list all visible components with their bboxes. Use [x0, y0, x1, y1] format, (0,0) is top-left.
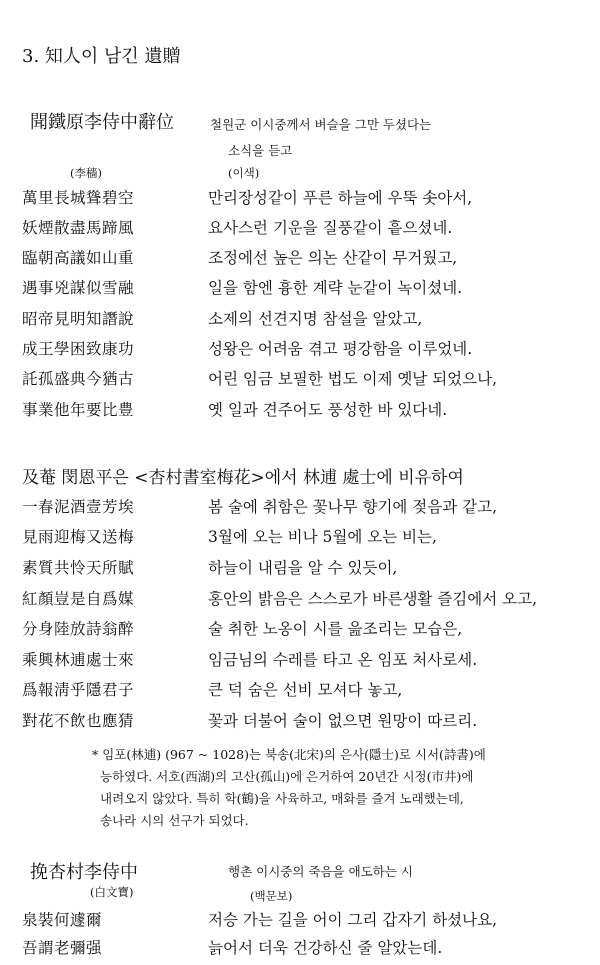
poem1-line-hanja: 成王學困致康功 — [22, 340, 135, 358]
poem3-line — [22, 936, 592, 964]
poem1-line-hanja: 遇事兇謀似雪融 — [22, 279, 135, 297]
poem3-line — [22, 908, 592, 936]
poem1-line — [22, 337, 592, 365]
poem1-subtitle: 철원군 이시중께서 벼슬을 그만 두셨다는 — [210, 117, 432, 132]
poem2-line-korean: 큰 덕 숨은 선비 모셔다 놓고, — [208, 681, 403, 699]
poem1-line-korean: 성왕은 어려움 겪고 평강함을 이루었네. — [208, 340, 473, 358]
poem2-line-hanja: 對花不飲也應猜 — [22, 712, 135, 730]
poem1-line-hanja: 臨朝高議如山重 — [22, 249, 135, 267]
poem2-line-hanja: 見雨迎梅又送梅 — [22, 528, 135, 546]
poem3-author-hanja: (白文寶) — [90, 885, 134, 899]
poem2-line-korean: 하늘이 내림을 알 수 있듯이, — [208, 559, 398, 577]
poem1-line — [22, 276, 592, 304]
poem1-line — [22, 186, 592, 214]
poem3-subtitle: 행촌 이시중의 죽음을 애도하는 시 — [228, 864, 413, 879]
footnote-line: 능하였다. 서호(西湖)의 고산(孤山)에 은거하여 20년간 시정(市井)에 — [100, 769, 474, 784]
poem1-line-korean: 어린 임금 보필한 법도 이제 옛날 되었으나, — [208, 370, 498, 388]
poem1-line — [22, 246, 592, 274]
poem2-line-hanja: 乘興林逋處士來 — [22, 651, 135, 669]
poem3-line-hanja: 吾謂老彌强 — [22, 939, 103, 957]
poem1-line-hanja: 昭帝見明知譖說 — [22, 310, 135, 328]
footnote-line: * 임포(林逋) (967 ~ 1028)는 북송(北宋)의 은사(隱士)로 시서(詩書)에 — [92, 747, 486, 762]
poem1-line — [22, 367, 592, 395]
poem2-line-hanja: 分身陸放詩翁醉 — [22, 620, 135, 638]
poem1-author-hanja: (李穡) — [70, 166, 102, 180]
poem1-author-korean: (이색) — [228, 166, 260, 180]
poem2-line-korean: 3월에 오는 비나 5월에 오는 비는, — [208, 528, 437, 546]
poem2-line — [22, 525, 592, 553]
poem1-line-korean: 요사스런 기운을 질풍같이 흩으셨네. — [208, 219, 453, 237]
poem1-line — [22, 307, 592, 335]
poem2-line-hanja: 素質共怜天所賦 — [22, 559, 135, 577]
poem2-line-hanja: 一春泥酒壹芳埃 — [22, 498, 135, 516]
poem2-line-korean: 임금님의 수레를 타고 온 임포 처사로세. — [208, 651, 478, 669]
poem2-line-hanja: 紅顏豈是自爲媒 — [22, 590, 135, 608]
poem3-line-hanja: 泉裝何遽爾 — [22, 911, 103, 929]
poem2-line-korean: 꽃과 더불어 술이 없으면 원망이 따르리. — [208, 712, 478, 730]
poem3-author-korean: (백문보) — [250, 889, 293, 903]
poem3-line-korean: 늙어서 더욱 건강하신 줄 알았는데. — [208, 939, 443, 957]
poem1-subtitle-2: 소식을 듣고 — [228, 143, 293, 158]
poem1-line-korean: 소제의 선견지명 참설을 알았고, — [208, 310, 423, 328]
footnote-line: 송나라 시의 선구가 되었다. — [100, 813, 249, 828]
poem1-title: 聞鐵原李侍中辭位 — [30, 112, 174, 133]
footnote-line: 내려오지 않았다. 특히 학(鶴)을 사육하고, 매화를 즐겨 노래했는데, — [100, 791, 464, 806]
poem1-line-hanja: 妖煙散盡馬蹄風 — [22, 219, 135, 237]
poem1-line — [22, 216, 592, 244]
poem2-line — [22, 617, 592, 645]
poem1-line-korean: 옛 일과 견주어도 풍성한 바 있다네. — [208, 401, 448, 419]
poem1-line-korean: 일을 함엔 흉한 계략 눈같이 녹이셨네. — [208, 279, 463, 297]
poem1-line-korean: 만리장성같이 푸른 하늘에 우뚝 솟아서, — [208, 189, 473, 207]
poem2-line — [22, 587, 592, 615]
poem1-line-korean: 조정에선 높은 의논 산같이 무거웠고, — [208, 249, 458, 267]
poem2-title: 及菴 閔恩平은 <杏村書室梅花>에서 林逋 處士에 비유하여 — [22, 468, 464, 488]
poem2-line — [22, 556, 592, 584]
poem2-line — [22, 709, 592, 737]
poem2-line-korean: 봄 술에 취함은 꽃나무 향기에 젖음과 같고, — [208, 498, 498, 516]
poem1-line-hanja: 事業他年要比豊 — [22, 401, 135, 419]
section-heading: 3. 知人이 남긴 遺贈 — [22, 46, 181, 67]
poem2-line-korean: 술 취한 노옹이 시를 읊조리는 모습은, — [208, 620, 463, 638]
poem2-line — [22, 678, 592, 706]
poem2-line-korean: 홍안의 밝음은 스스로가 바른생활 즐김에서 오고, — [208, 590, 538, 608]
poem1-line — [22, 398, 592, 426]
poem2-line — [22, 648, 592, 676]
poem1-line-hanja: 託孤盛典今猶古 — [22, 370, 135, 388]
poem1-line-hanja: 萬里長城聳碧空 — [22, 189, 135, 207]
poem3-line-korean: 저승 가는 길을 어이 그리 갑자기 하셨나요, — [208, 911, 498, 929]
poem3-title: 挽杏村李侍中 — [30, 862, 138, 883]
poem2-line — [22, 495, 592, 523]
poem2-line-hanja: 爲報淸乎隱君子 — [22, 681, 135, 699]
